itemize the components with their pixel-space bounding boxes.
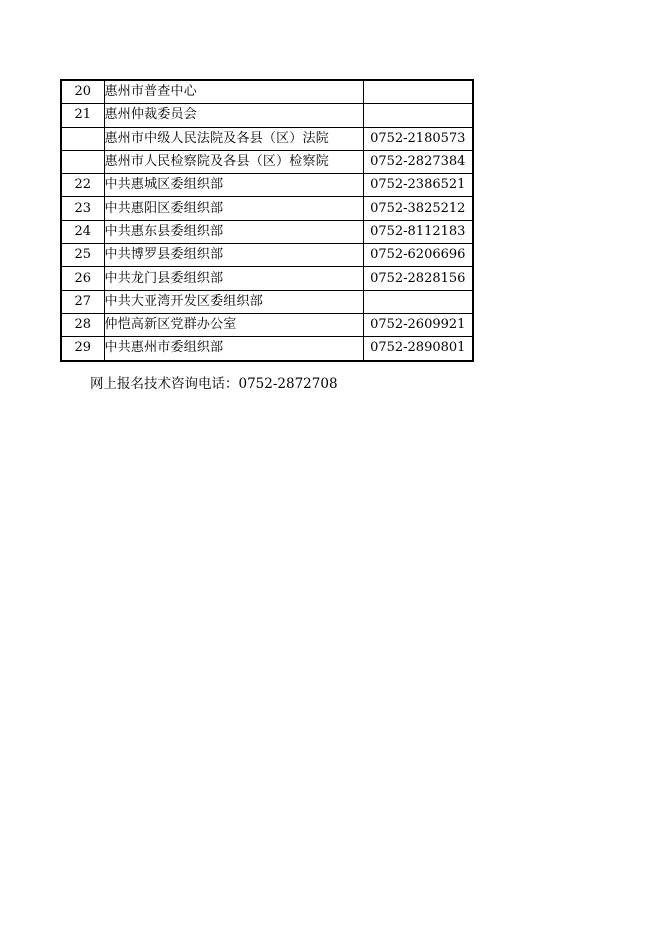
- phone-number: 0752-2828156: [363, 267, 472, 290]
- phone-number: 0752-8112183: [363, 220, 472, 243]
- table-row: [62, 127, 472, 150]
- table-row: [62, 337, 472, 360]
- organization-name: 中共惠城区委组织部: [104, 174, 363, 197]
- organization-name: 惠州仲裁委员会: [104, 104, 363, 127]
- contact-table-body: [62, 81, 472, 360]
- phone-number: 0752-2386521: [363, 174, 472, 197]
- organization-name: 中共龙门县委组织部: [104, 267, 363, 290]
- table-row: [62, 313, 472, 336]
- phone-number: [363, 104, 472, 127]
- organization-name: 惠州市普查中心: [104, 81, 363, 104]
- phone-number: 0752-3825212: [363, 197, 472, 220]
- organization-name: 中共惠州市委组织部: [104, 337, 363, 360]
- organization-name: 惠州市人民检察院及各县（区）检察院: [104, 150, 363, 173]
- contact-table: [62, 81, 472, 360]
- table-row: [62, 244, 472, 267]
- table-row: [62, 81, 472, 104]
- row-number: 22: [62, 174, 104, 197]
- table-row: [62, 267, 472, 290]
- row-number: 26: [62, 267, 104, 290]
- row-number: 21: [62, 104, 104, 127]
- organization-name: 中共博罗县委组织部: [104, 244, 363, 267]
- table-row: [62, 174, 472, 197]
- organization-name: 惠州市中级人民法院及各县（区）法院: [104, 127, 363, 150]
- tech-support-phone-note: 网上报名技术咨询电话：0752-2872708: [90, 376, 338, 392]
- row-number: [62, 150, 104, 173]
- phone-number: 0752-2827384: [363, 150, 472, 173]
- phone-number: [363, 81, 472, 104]
- row-number: 25: [62, 244, 104, 267]
- row-number: 28: [62, 313, 104, 336]
- row-number: 24: [62, 220, 104, 243]
- organization-name: 中共惠阳区委组织部: [104, 197, 363, 220]
- organization-name: 中共惠东县委组织部: [104, 220, 363, 243]
- contact-table-container: [60, 79, 474, 362]
- row-number: 27: [62, 290, 104, 313]
- phone-number: 0752-2890801: [363, 337, 472, 360]
- table-row: [62, 150, 472, 173]
- row-number: 29: [62, 337, 104, 360]
- phone-number: 0752-2609921: [363, 313, 472, 336]
- phone-number: [363, 290, 472, 313]
- table-row: [62, 220, 472, 243]
- phone-number: 0752-2180573: [363, 127, 472, 150]
- row-number: 20: [62, 81, 104, 104]
- row-number: [62, 127, 104, 150]
- table-row: [62, 197, 472, 220]
- row-number: 23: [62, 197, 104, 220]
- table-row: [62, 290, 472, 313]
- phone-number: 0752-6206696: [363, 244, 472, 267]
- organization-name: 仲恺高新区党群办公室: [104, 313, 363, 336]
- organization-name: 中共大亚湾开发区委组织部: [104, 290, 363, 313]
- table-row: [62, 104, 472, 127]
